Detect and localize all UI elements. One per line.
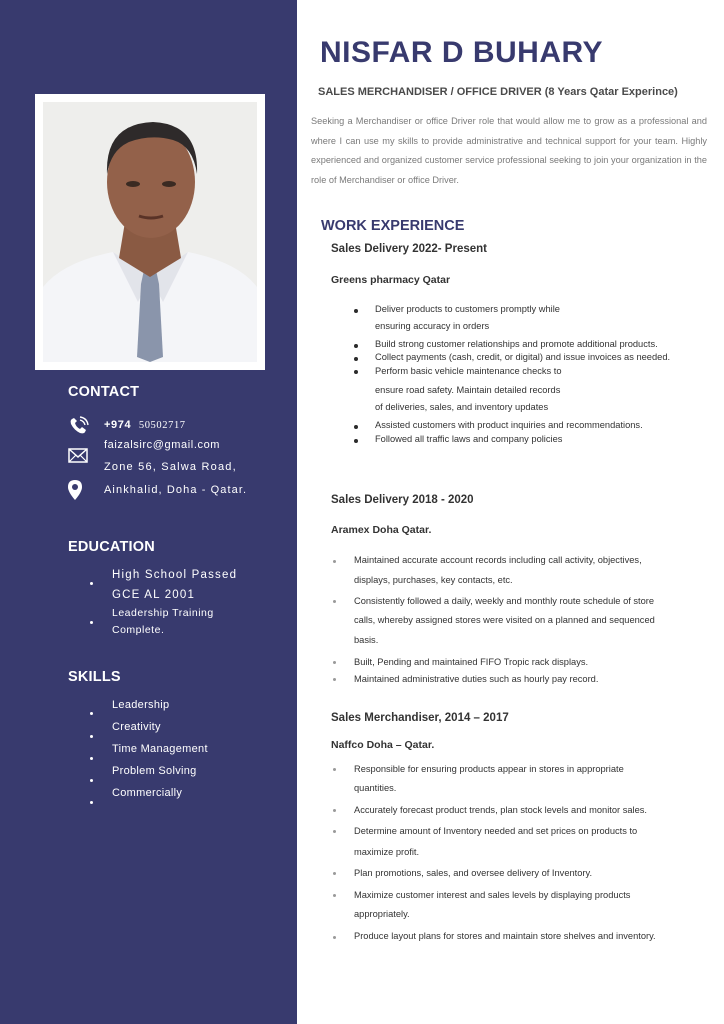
bullet-dot	[333, 830, 336, 833]
list-item: Responsible for ensuring products appear in stores in appropriate	[354, 764, 624, 774]
bullet-dot	[333, 768, 336, 771]
bullet-dot	[333, 872, 336, 875]
company-name: Aramex Doha Qatar.	[331, 524, 432, 536]
profile-photo	[43, 102, 257, 362]
list-item: displays, purchases, key contacts, etc.	[354, 575, 513, 585]
bullet-dot	[333, 936, 336, 939]
profile-photo-frame	[35, 94, 265, 370]
list-item: basis.	[354, 635, 379, 645]
list-item: ensuring accuracy in orders	[375, 321, 490, 331]
job-title: Sales Merchandiser, 2014 – 2017	[331, 712, 509, 724]
bullet-dot	[90, 712, 93, 715]
bullet-dot	[90, 801, 93, 804]
job-title: Sales Delivery 2022- Present	[331, 243, 487, 255]
list-item: Maintained accurate account records including call activity, objectives,	[354, 555, 642, 565]
email-text: faizalsirc@gmail.com	[104, 439, 221, 451]
list-item: Consistently followed a daily, weekly and monthly route schedule of store	[354, 596, 655, 606]
list-item: appropriately.	[354, 909, 410, 919]
bullet-dot	[333, 894, 336, 897]
education-item: GCE AL 2001	[112, 589, 196, 601]
address-line-1: Zone 56, Salwa Road,	[104, 461, 237, 473]
email-row	[68, 436, 288, 456]
list-item: Deliver products to customers promptly while	[375, 304, 560, 314]
skill-item: Problem Solving	[112, 765, 197, 777]
bullet-dot	[90, 757, 93, 760]
address-line-2: Ainkhalid, Doha - Qatar.	[104, 484, 248, 496]
education-item: High School Passed	[112, 569, 238, 581]
bullet-dot	[354, 370, 358, 374]
bullet-dot	[354, 439, 358, 443]
bullet-dot	[90, 779, 93, 782]
list-item: Assisted customers with product inquiries and recommendations.	[375, 420, 643, 430]
list-item: ensure road safety. Maintain detailed records	[375, 385, 561, 395]
bullet-dot	[333, 600, 336, 603]
job-subtitle: SALES MERCHANDISER / OFFICE DRIVER (8 Years Qatar Experince)	[318, 86, 678, 98]
list-item: quantities.	[354, 783, 397, 793]
bullet-dot	[333, 661, 336, 664]
skill-item: Time Management	[112, 743, 208, 755]
list-item: Produce layout plans for stores and maintain store shelves and inventory.	[354, 931, 656, 941]
phone-number: +974 50502717	[104, 419, 186, 431]
education-heading: EDUCATION	[68, 539, 155, 555]
list-item: Followed all traffic laws and company policies	[375, 434, 563, 444]
list-item: Build strong customer relationships and promote additional products.	[375, 339, 658, 349]
sidebar	[0, 0, 297, 1024]
education-item: Complete.	[112, 624, 165, 636]
address-row	[68, 458, 288, 478]
skills-heading: SKILLS	[68, 669, 121, 685]
list-item: Accurately forecast product trends, plan stock levels and monitor sales.	[354, 805, 647, 815]
list-item: maximize profit.	[354, 847, 420, 857]
education-item: Leadership Training	[112, 607, 214, 619]
company-name: Naffco Doha – Qatar.	[331, 739, 435, 751]
skill-item: Creativity	[112, 721, 161, 733]
summary-paragraph: Seeking a Merchandiser or office Driver role that would allow me to grow as a professional and where I can use my skills to provide administrative and technical support for your team. Highly experienced and organized customer service professional seeking to join your organization in the role of Merchandiser or office Driver.	[311, 116, 707, 185]
bullet-dot	[354, 344, 358, 348]
list-item: Maximize customer interest and sales levels by displaying products	[354, 890, 631, 900]
work-experience-heading: WORK EXPERIENCE	[321, 218, 465, 234]
company-name: Greens pharmacy Qatar	[331, 274, 451, 286]
list-item: Collect payments (cash, credit, or digital) and issue invoices as needed.	[375, 352, 671, 362]
job-title: Sales Delivery 2018 - 2020	[331, 494, 474, 506]
phone-icon	[68, 416, 90, 436]
list-item: Built, Pending and maintained FIFO Tropic rack displays.	[354, 657, 589, 667]
list-item: Plan promotions, sales, and oversee delivery of Inventory.	[354, 868, 593, 878]
list-item: of deliveries, sales, and inventory updates	[375, 402, 549, 412]
phone-row	[68, 416, 288, 436]
contact-heading: CONTACT	[68, 384, 140, 400]
bullet-dot	[333, 560, 336, 563]
page-title: NISFAR D BUHARY	[320, 36, 604, 69]
bullet-dot	[333, 809, 336, 812]
bullet-dot	[90, 735, 93, 738]
bullet-dot	[354, 309, 358, 313]
bullet-dot	[354, 425, 358, 429]
list-item: calls, whereby assigned stores were visited on a planned and sequenced	[354, 615, 655, 625]
list-item: Determine amount of Inventory needed and set prices on products to	[354, 826, 638, 836]
list-item: Maintained administrative duties such as hourly pay record.	[354, 674, 599, 684]
bullet-dot	[90, 621, 93, 624]
bullet-dot	[90, 582, 93, 585]
address-row-2	[68, 481, 288, 501]
bullet-dot	[333, 678, 336, 681]
list-item: Perform basic vehicle maintenance checks to	[375, 366, 562, 376]
skill-item: Leadership	[112, 699, 170, 711]
skill-item: Commercially	[112, 787, 183, 799]
bullet-dot	[354, 357, 358, 361]
